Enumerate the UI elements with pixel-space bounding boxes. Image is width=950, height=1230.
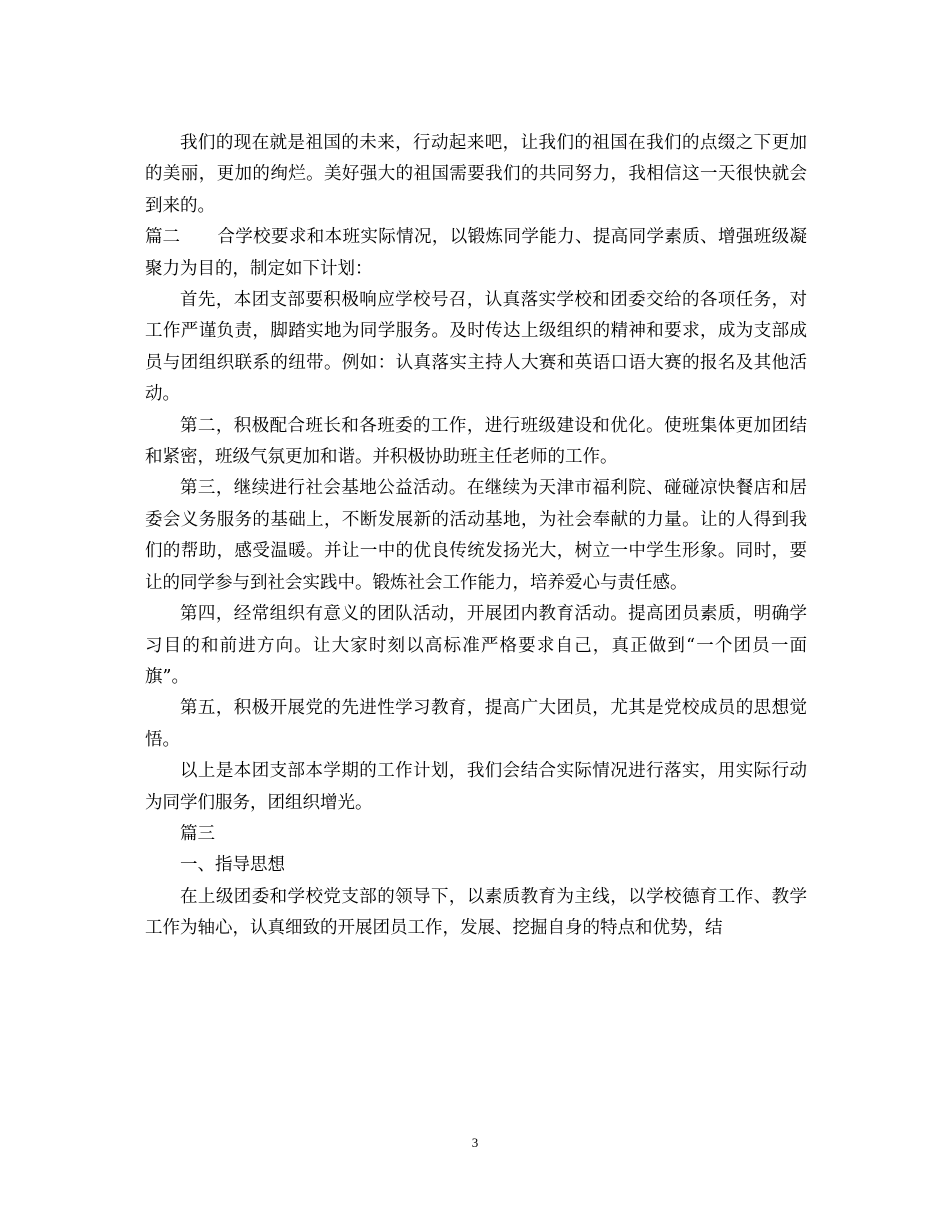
- paragraph-2-text: 合学校要求和本班实际情况，以锻炼同学能力、提高同学素质、增强班级凝聚力为目的，制定如下计划：: [145, 227, 807, 279]
- paragraph-2: [145, 222, 807, 285]
- paragraph-4: 第二，积极配合班长和各班委的工作，进行班级建设和优化。使班集体更加团结和紧密，班级气氛更加和谐。并积极协助班主任老师的工作。: [145, 415, 807, 468]
- paragraph-6: 第四，经常组织有意义的团队活动，开展团内教育活动。提高团员素质，明确学习目的和前进方向。让大家时刻以高标准严格要求自己，真正做到“一个团员一面旗”。: [145, 604, 807, 687]
- paragraph-5: 第三，继续进行社会基地公益活动。在继续为天津市福利院、碰碰凉快餐店和居委会义务服务的基础上，不断发展新的活动基地，为社会奉献的力量。让的人得到我们的帮助，感受温暖。并让一中的优良传统发扬光大，树立一中学生形象。同时，要让的同学参与到社会实践中。锻炼社会工作能力，培养爱心与责任感。: [145, 478, 807, 593]
- paragraph-1: 我们的现在就是祖国的未来，行动起来吧，让我们的祖国在我们的点缀之下更加的美丽，更加的绚烂。美好强大的祖国需要我们的共同努力，我相信这一天很快就会到来的。: [145, 133, 807, 216]
- section-label-2: 篇二: [145, 227, 180, 248]
- subheading-guiding-thought: 一、指导思想: [180, 855, 285, 876]
- paragraph-8: 以上是本团支部本学期的工作计划，我们会结合实际情况进行落实，用实际行动为同学们服务，团组织增光。: [145, 761, 807, 813]
- paragraph-3: 首先，本团支部要积极响应学校号召，认真落实学校和团委交给的各项任务，对工作严谨负责，脚踏实地为同学服务。及时传达上级组织的精神和要求，成为支部成员与团组织联系的纽带。例如：认真落实主持人大赛和英语口语大赛的报名及其他活动。: [145, 290, 807, 405]
- document-body: [145, 128, 807, 945]
- section-heading-3: 篇三: [180, 823, 215, 844]
- paragraph-7: 第五，积极开展党的先进性学习教育，提高广大团员，尤其是党校成员的思想觉悟。: [145, 698, 807, 750]
- paragraph-11: 在上级团委和学校党支部的领导下，以素质教育为主线，以学校德育工作、教学工作为轴心，认真细致的开展团员工作，发展、挖掘自身的特点和优势，结: [145, 886, 807, 939]
- page-number: 3: [471, 1135, 479, 1150]
